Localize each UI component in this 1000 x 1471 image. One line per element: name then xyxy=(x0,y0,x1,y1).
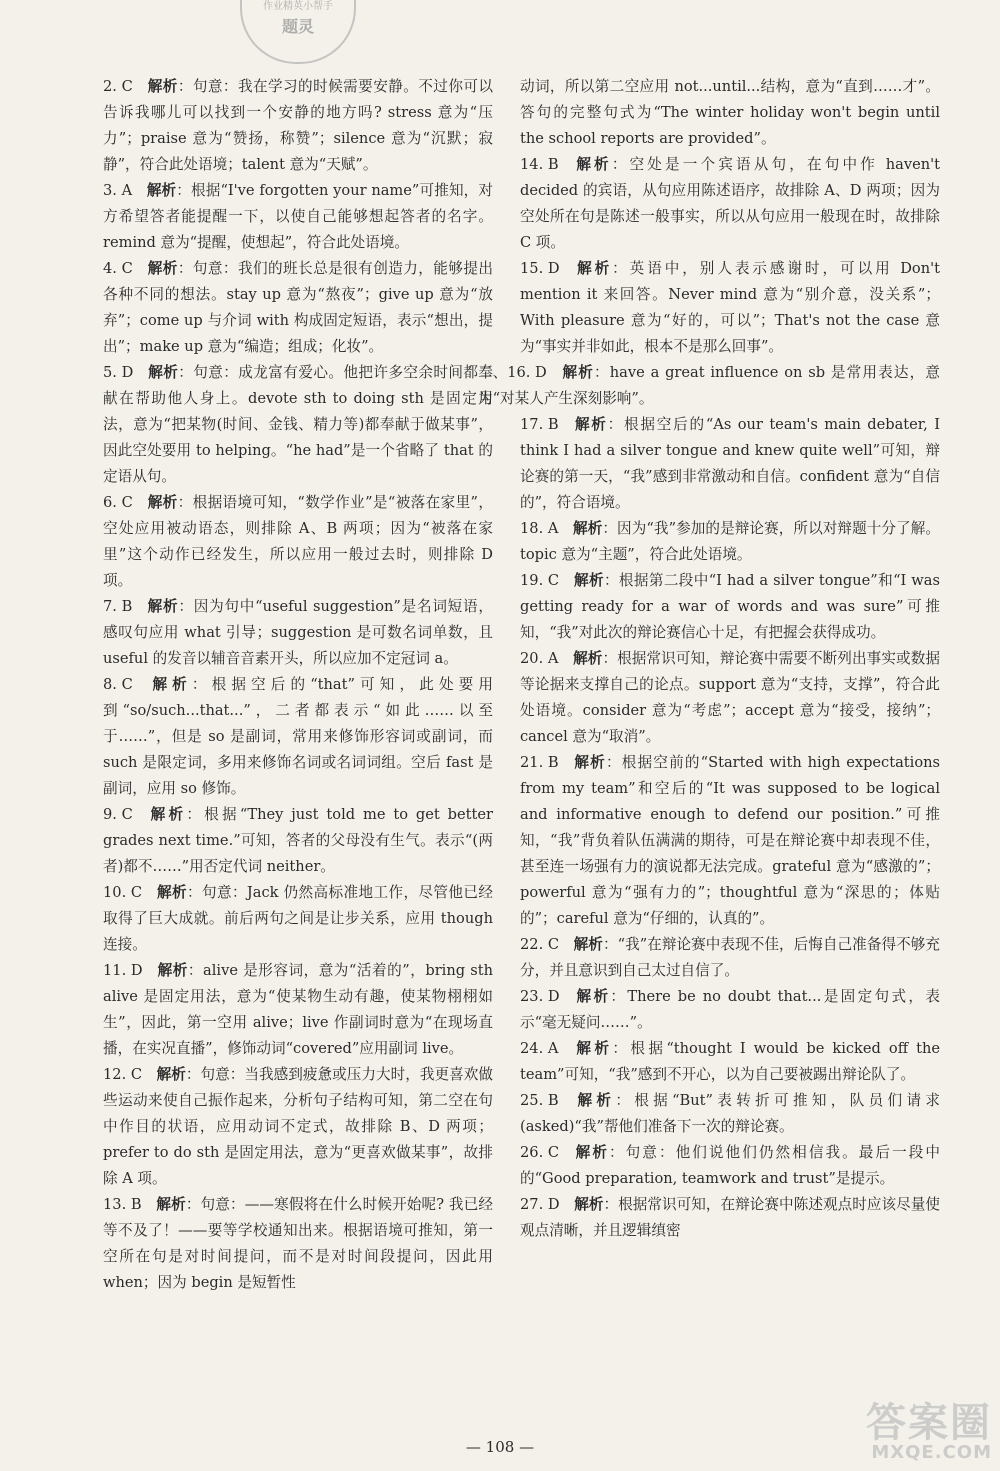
answer-item xyxy=(520,750,940,932)
analysis-label: 解析 xyxy=(572,1040,613,1057)
analysis-label: 解析 xyxy=(574,260,613,277)
analysis-text: ：根据“thought I would be kicked off the team”可知，“我”感到不开心，以为自己要被踢出辩论队了。 xyxy=(520,1040,940,1083)
answer-number: 19. C xyxy=(520,572,560,589)
analysis-text: ：“我”在辩论赛中表现不佳，后悔自己准备得不够充分，并且意识到自己太过自信了。 xyxy=(520,936,940,979)
analysis-label: 解析 xyxy=(156,1066,186,1083)
watermark-logo xyxy=(792,1400,992,1463)
analysis-text: ：根据常识可知，在辩论赛中陈述观点时应该尽量使观点清晰，并且逻辑缜密 xyxy=(520,1196,940,1239)
answer-item xyxy=(103,490,493,594)
analysis-label: 解析 xyxy=(146,182,177,199)
analysis-text: ：根据空后的“As our team's main debater, I think I had a silver tongue and knew quite well”可知，辩论赛的第一天，“我”感到非常激动和自信。confident 意为“自信的”，符合语境。 xyxy=(520,416,940,511)
analysis-label: 解析 xyxy=(573,1092,616,1109)
analysis-label: 解析 xyxy=(572,520,603,537)
analysis-label: 解析 xyxy=(157,962,188,979)
answer-number: 25. B xyxy=(520,1092,559,1109)
analysis-text: ：句意：我在学习的时候需要安静。不过你可以告诉我哪儿可以找到一个安静的地方吗? stress 意为“压力”；praise 意为“赞扬，称赞”；silence 意为“沉默；寂静”，符合此处语境；talent 意为“天赋”。 xyxy=(103,78,493,173)
answer-number: 3. A xyxy=(103,182,133,199)
answer-item xyxy=(103,594,493,672)
answer-number: 21. B xyxy=(520,754,559,771)
analysis-text: ：句意：他们说他们仍然相信我。最后一段中的“Good preparation, teamwork and trust”是提示。 xyxy=(520,1144,940,1187)
answer-item xyxy=(520,74,940,152)
watermark-cn: 答案圈 xyxy=(866,1400,992,1446)
answer-number: 6. C xyxy=(103,494,133,511)
answer-number: 10. C xyxy=(103,884,143,901)
answer-item xyxy=(520,516,940,568)
answer-number: 11. D xyxy=(103,962,143,979)
analysis-text: ：句意：Jack 仍然高标准地工作，尽管他已经取得了巨大成就。前后两句之间是让步关系，应用 though 连接。 xyxy=(103,884,493,953)
analysis-label: 解析 xyxy=(147,806,187,823)
answer-number: 8. C xyxy=(103,676,133,693)
analysis-text: 动词，所以第二空应用 not...until...结构，意为“直到……才”。答句的完整句式为“The winter holiday won't begin until the school reports are provided”。 xyxy=(520,78,940,147)
analysis-text: ：根据“They just told me to get better grades next time.”可知，答者的父母没有生气。表示“(两者)都不……”用否定代词 neither。 xyxy=(103,806,493,875)
answer-number: 14. B xyxy=(520,156,559,173)
analysis-label: 解析 xyxy=(147,78,178,95)
answer-number: 5. D xyxy=(103,364,134,381)
analysis-label: 解析 xyxy=(574,988,611,1005)
answer-number: 20. A xyxy=(520,650,559,667)
page-number: — 108 — xyxy=(465,1438,535,1456)
answer-item xyxy=(103,672,493,802)
answer-number: 27. D xyxy=(520,1196,560,1213)
stamp-line2: 题灵 xyxy=(281,17,314,36)
answer-number: 24. A xyxy=(520,1040,559,1057)
analysis-label: 解析 xyxy=(573,754,606,771)
answer-item xyxy=(103,958,493,1062)
analysis-text: ：英语中，别人表示感谢时，可以用 Don't mention it 来回答。Never mind 意为“别介意，没关系”；With pleasure 意为“好的，可以”；That's not the case 意为“事实并非如此，根本不是那么回事”。 xyxy=(520,260,940,355)
answer-number: 18. A xyxy=(520,520,559,537)
analysis-text: ：句意：我们的班长总是很有创造力，能够提出各种不同的想法。stay up 意为“熬夜”；give up 意为“放弃”；come up 与介词 with 构成固定短语，表示“想出，提出”；make up 意为“编造；组成；化妆”。 xyxy=(103,260,493,355)
analysis-text: ：根据空前的“Started with high expectations from my team”和空后的“It was supposed to be logical and informative enough to defend our position.”可推知，“我”背负着队伍满满的期待，可是在辩论赛中却表现不佳，甚至连一场强有力的演说都无法完成。grateful 意为“感激的”；powerful 意为“强有力的”；thoughtful 意为“深思的；体贴的”；careful 意为“仔细的，认真的”。 xyxy=(520,754,940,927)
left-column xyxy=(103,74,493,1296)
analysis-label: 解析 xyxy=(573,156,612,173)
answer-number: 9. C xyxy=(103,806,133,823)
analysis-label: 解析 xyxy=(574,1196,604,1213)
analysis-text: ：空处是一个宾语从句，在句中作 haven't decided 的宾语，从句应用陈述语序，故排除 A、D 两项；因为空处所在句是陈述一般事实，所以从句应用一般现在时，故排除 C 项。 xyxy=(520,156,940,251)
analysis-label: 解析 xyxy=(573,572,604,589)
analysis-label: 解析 xyxy=(156,884,187,901)
analysis-text: ：因为“我”参加的是辩论赛，所以对辩题十分了解。topic 意为“主题”，符合此处语境。 xyxy=(520,520,940,563)
analysis-label: 解析 xyxy=(573,936,603,953)
answer-number: 23. D xyxy=(520,988,560,1005)
answer-item xyxy=(520,1036,940,1088)
answer-item xyxy=(520,1088,940,1140)
answer-number: 26. C xyxy=(520,1144,560,1161)
answer-item xyxy=(103,178,493,256)
watermark-en: MXQE.COM xyxy=(871,1442,992,1463)
analysis-label: 解析 xyxy=(146,598,179,615)
answer-item xyxy=(103,360,493,490)
answer-item xyxy=(520,568,940,646)
answer-number: 17. B xyxy=(520,416,559,433)
analysis-label: 解析 xyxy=(572,650,603,667)
answer-number: 4. C xyxy=(103,260,133,277)
analysis-text: ：根据第二段中“I had a silver tongue”和“I was getting ready for a war of words and was sure”可推知，“我”对此次的辩论赛信心十足，有把握会获得成功。 xyxy=(520,572,940,641)
analysis-label: 解析 xyxy=(561,364,595,381)
answer-item xyxy=(520,932,940,984)
analysis-text: ：根据空后的“that”可知，此处要用到“so/such...that...”，二者都表示“如此……以至于……”，但是 so 是副词，常用来修饰形容词或副词，而 such 是限定词，多用来修饰名词或名词词组。空后 fast 是副词，应用 so 修饰。 xyxy=(103,676,493,797)
answer-number: 二、16. D xyxy=(478,364,547,381)
analysis-text: ：根据常识可知，辩论赛中需要不断列出事实或数据等论据来支撑自己的论点。support 意为“支持，支撑”，符合此处语境。consider 意为“考虑”；accept 意为“接受，接纳”；cancel 意为“取消”。 xyxy=(520,650,940,745)
analysis-label: 解析 xyxy=(147,494,178,511)
analysis-label: 解析 xyxy=(573,1144,609,1161)
answer-item xyxy=(103,880,493,958)
answer-item xyxy=(520,646,940,750)
answer-number: 13. B xyxy=(103,1196,142,1213)
analysis-text: ：There be no doubt that...是固定句式，表示“毫无疑问……”。 xyxy=(520,988,940,1031)
answer-item xyxy=(520,412,940,516)
answer-item xyxy=(520,152,940,256)
answer-item xyxy=(520,1140,940,1192)
answer-number: 15. D xyxy=(520,260,560,277)
answer-item xyxy=(103,802,493,880)
analysis-text: ：have a great influence on sb 是常用表达，意为“对某人产生深刻影响”。 xyxy=(478,364,940,407)
answer-item xyxy=(520,256,940,360)
analysis-text: ：根据“But”表转折可推知，队员们请求(asked)“我”帮他们准备下一次的辩论赛。 xyxy=(520,1092,940,1135)
answer-item xyxy=(103,256,493,360)
analysis-text: ：根据语境可知，“数学作业”是“被落在家里”，空处应用被动语态，则排除 A、B 两项；因为“被落在家里”这个动作已经发生，所以应用一般过去时，则排除 D 项。 xyxy=(103,494,493,589)
analysis-label: 解析 xyxy=(147,260,178,277)
right-column xyxy=(478,74,940,1244)
answer-item xyxy=(103,1192,493,1296)
answer-number: 22. C xyxy=(520,936,560,953)
answer-item xyxy=(103,74,493,178)
answer-number: 2. C xyxy=(103,78,133,95)
analysis-label: 解析 xyxy=(573,416,608,433)
analysis-text: ：根据“I've forgotten your name”可推知，对方希望答者能提醒一下，以使自己能够想起答者的名字。remind 意为“提醒，使想起”，符合此处语境。 xyxy=(103,182,493,251)
stamp-line1: 作业精英小帮手 xyxy=(263,1,333,12)
answer-item xyxy=(103,1062,493,1192)
answer-item xyxy=(478,360,940,412)
analysis-label: 解析 xyxy=(147,364,179,381)
answer-number: 12. C xyxy=(103,1066,143,1083)
analysis-label: 解析 xyxy=(147,676,192,693)
analysis-text: ：alive 是形容词，意为“活着的”，bring sth alive 是固定用法，意为“使某物生动有趣，使某物栩栩如生”，因此，第一空用 alive；live 作副词时意为“在现场直播，在实况直播”，修饰动词“covered”应用副词 live。 xyxy=(103,962,493,1057)
analysis-text: ：因为句中“useful suggestion”是名词短语，感叹句应用 what 引导；suggestion 是可数名词单数，且 useful 的发音以辅音音素开头，所以应加不定冠词 a。 xyxy=(103,598,493,667)
answer-number: 7. B xyxy=(103,598,133,615)
analysis-label: 解析 xyxy=(156,1196,186,1213)
analysis-text: ：句意：成龙富有爱心。他把许多空余时间都奉献在帮助他人身上。devote sth to doing sth 是固定用法，意为“把某物(时间、金钱、精力等)都奉献于做某事”，因此空处要用 to helping。“he had”是一个省略了 that 的定语从句。 xyxy=(103,364,493,485)
analysis-text: ：句意：当我感到疲惫或压力大时，我更喜欢做些运动来使自己振作起来，分析句子结构可知，第二空在句中作目的状语，应用动词不定式，故排除 B、D 两项；prefer to do sth 是固定用法，意为“更喜欢做某事”，故排除 A 项。 xyxy=(103,1066,493,1187)
answer-item xyxy=(520,1192,940,1244)
answer-item xyxy=(520,984,940,1036)
analysis-text: ：句意：——寒假将在什么时候开始呢? 我已经等不及了！——要等学校通知出来。根据语境可推知，第一空所在句是对时间提问，而不是对时间段提问，因此用 when；因为 begin 是短暂性 xyxy=(103,1196,493,1291)
header-stamp xyxy=(240,0,356,64)
